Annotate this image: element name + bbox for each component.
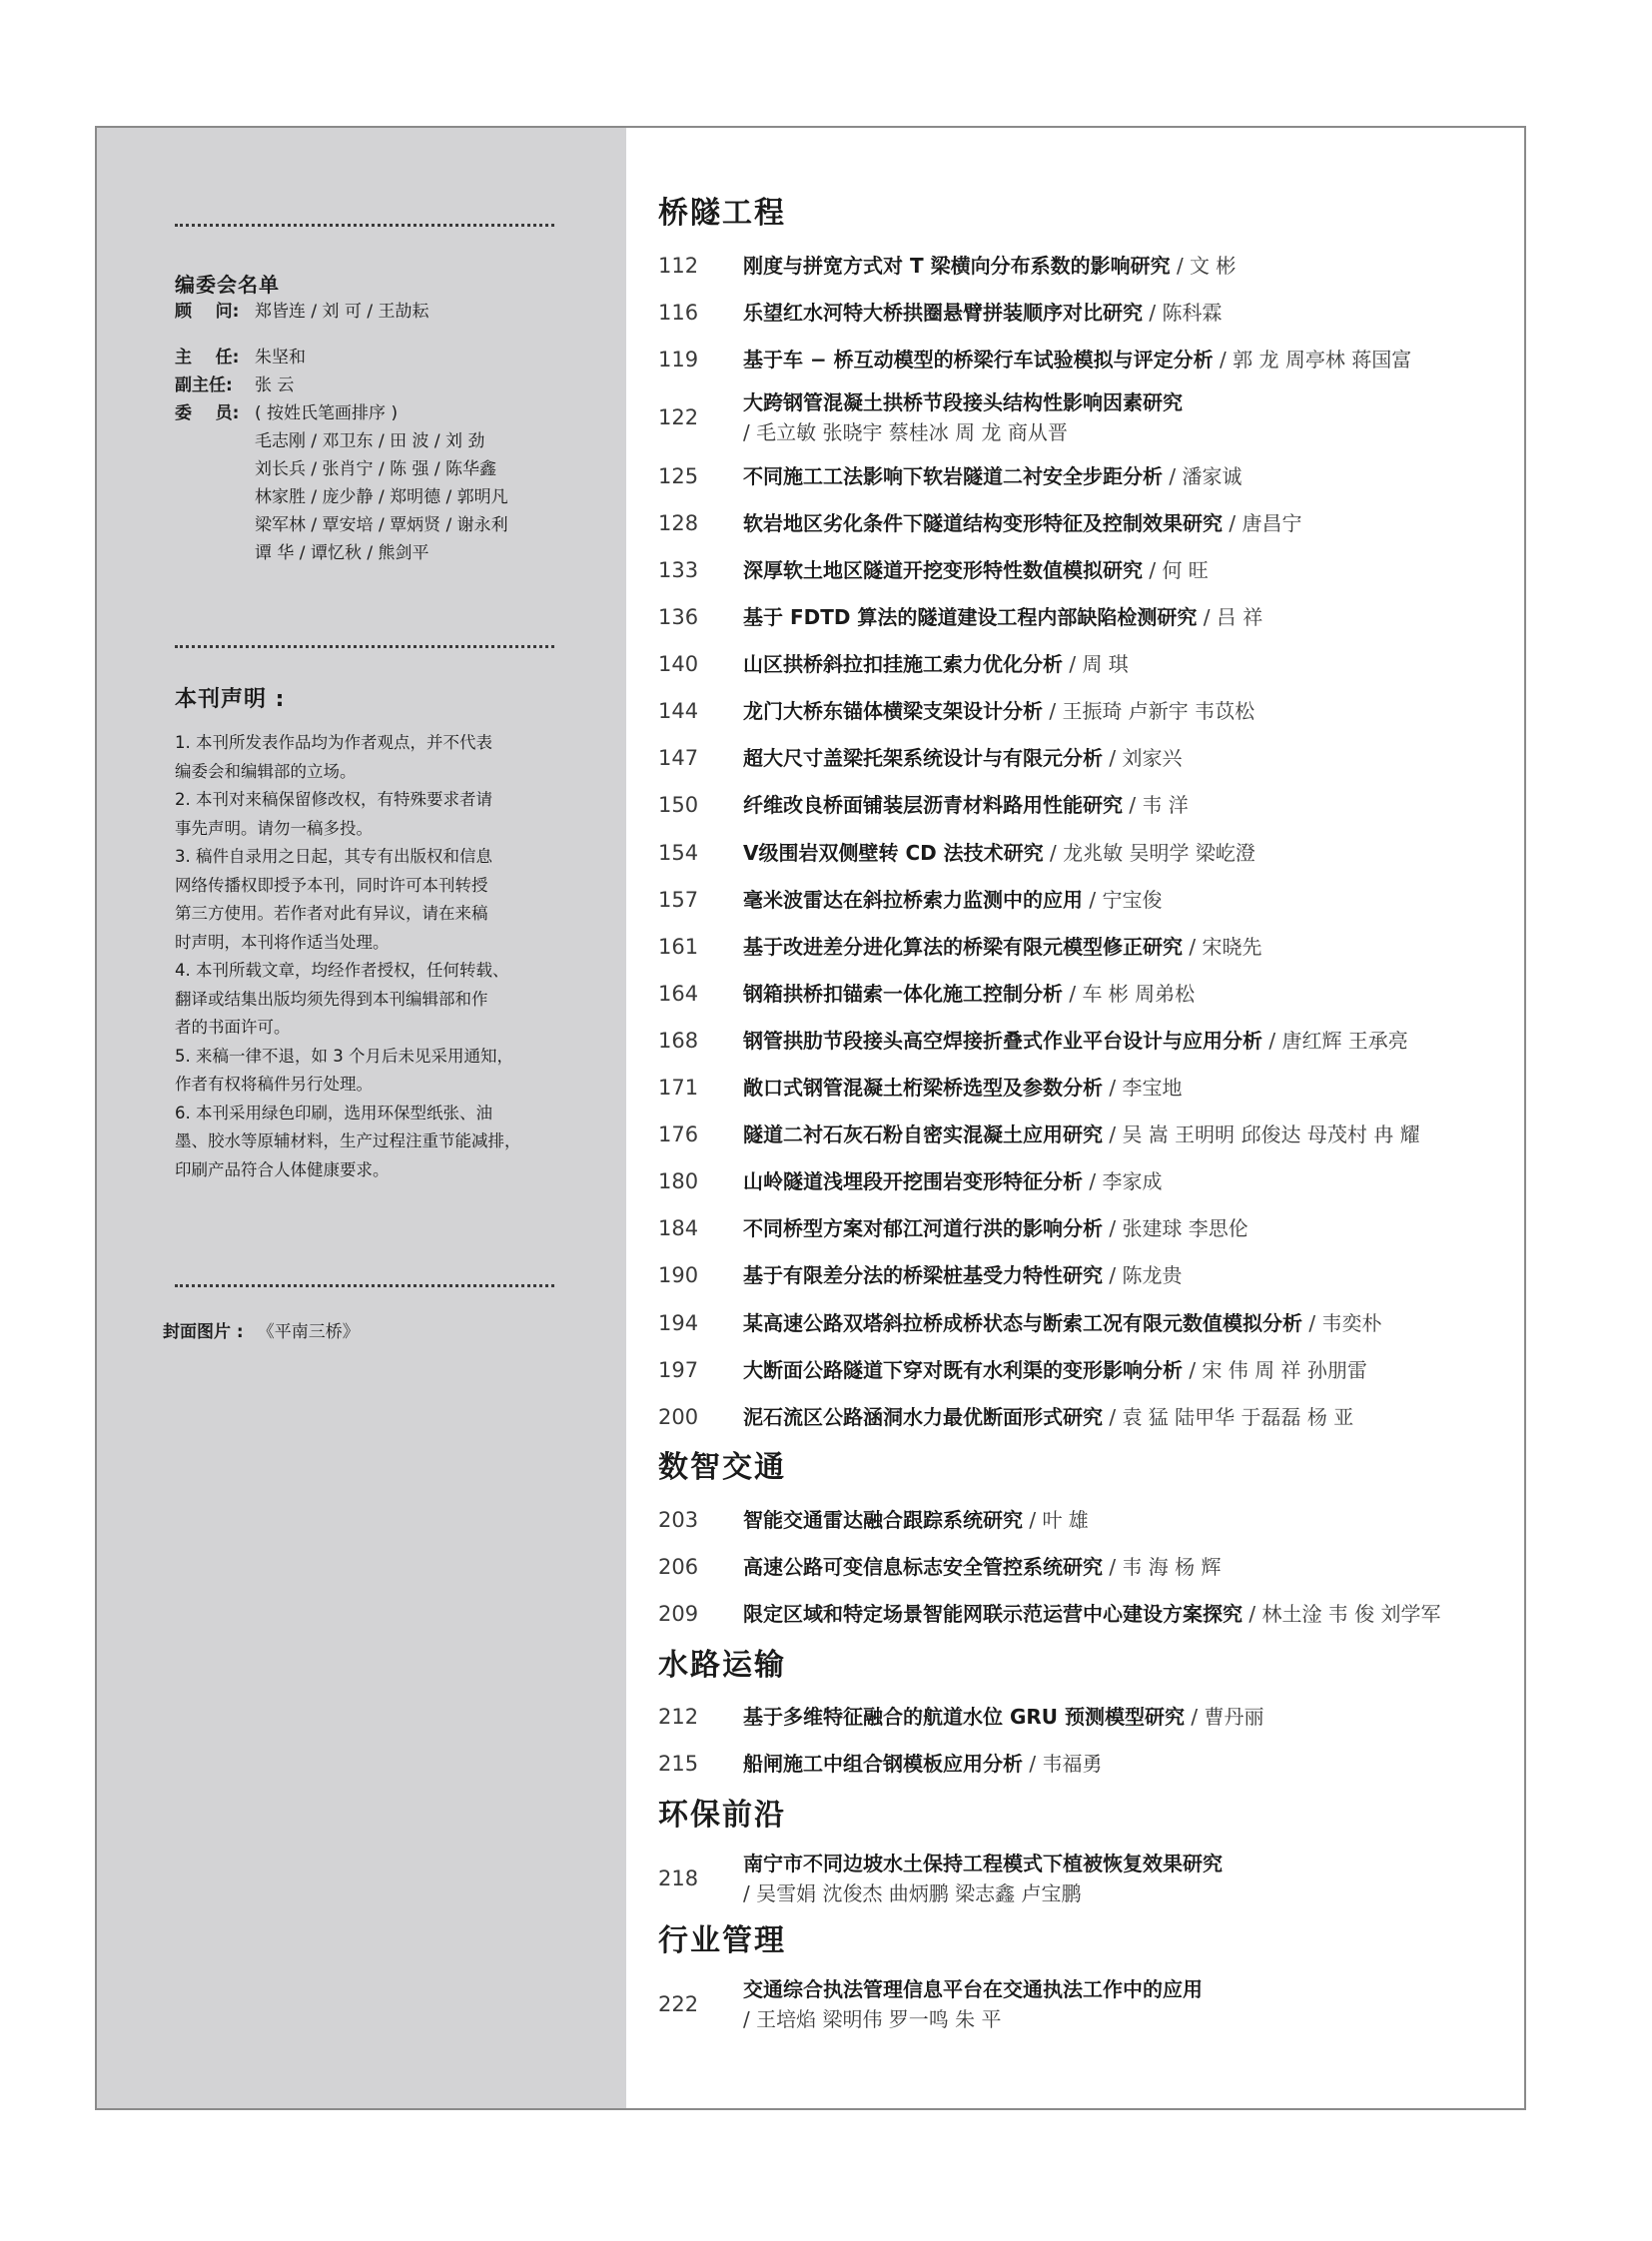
toc-entry[interactable] bbox=[658, 1065, 1507, 1112]
entry-page-number: 157 bbox=[658, 887, 699, 912]
toc-entry[interactable] bbox=[658, 289, 1507, 336]
entry-authors: / 龙兆敏 吴明学 梁屹澄 bbox=[1050, 840, 1255, 865]
entry-page-number: 144 bbox=[658, 699, 699, 724]
entry-title: 钢管拱肋节段接头高空焊接折叠式作业平台设计与应用分析 bbox=[743, 1028, 1262, 1053]
committee-member-row bbox=[175, 483, 626, 511]
entry-title: 基于车 − 桥互动模型的桥梁行车试验模拟与评定分析 bbox=[743, 347, 1214, 372]
entry-authors: / 吴雪娟 沈俊杰 曲炳鹏 梁志鑫 卢宝鹏 bbox=[743, 1880, 1082, 1905]
toc-entry[interactable] bbox=[658, 1590, 1507, 1637]
entry-authors: / 唐红辉 王承亮 bbox=[1268, 1028, 1408, 1053]
toc-entry[interactable] bbox=[658, 1252, 1507, 1299]
entry-page-number: 200 bbox=[658, 1404, 699, 1429]
committee-advisor-row bbox=[175, 298, 626, 326]
entry-authors: / 陈科霖 bbox=[1149, 300, 1223, 325]
entry-text bbox=[743, 298, 1222, 328]
entry-text bbox=[743, 1213, 1248, 1243]
entry-authors: / 吴 嵩 王明明 邱俊达 母茂村 冉 耀 bbox=[1109, 1122, 1420, 1147]
entry-page-number: 190 bbox=[658, 1263, 699, 1288]
cover-label: 封面图片 : bbox=[163, 1322, 244, 1342]
toc-section bbox=[658, 186, 1507, 1440]
entry-title: 超大尺寸盖梁托架系统设计与有限元分析 bbox=[743, 746, 1103, 771]
notice-item: 4. 本刊所载文章，均经作者授权，任何转载、 翻译或结集出版均须先得到本刊编辑部和作 者的书面许可。 bbox=[175, 961, 509, 1037]
entry-page-number: 184 bbox=[658, 1216, 699, 1241]
entry-title: 大断面公路隧道下穿对既有水利渠的变形影响分析 bbox=[743, 1357, 1183, 1382]
page-frame bbox=[95, 126, 1526, 2110]
entry-authors: / 韦 洋 bbox=[1129, 793, 1189, 818]
entry-authors: / 王振琦 卢新宇 韦苡松 bbox=[1049, 699, 1255, 724]
entry-text bbox=[743, 1308, 1381, 1338]
toc-entry[interactable] bbox=[658, 688, 1507, 735]
toc-entry[interactable] bbox=[658, 1158, 1507, 1205]
entry-page-number: 171 bbox=[658, 1076, 699, 1101]
toc-entry[interactable] bbox=[658, 336, 1507, 382]
entry-text bbox=[743, 743, 1182, 773]
entry-title: 大跨钢管混凝土拱桥节段接头结构性影响因素研究 bbox=[743, 390, 1183, 415]
entry-title: 不同桥型方案对郁江河道行洪的影响分析 bbox=[743, 1216, 1103, 1241]
toc-entry[interactable] bbox=[658, 829, 1507, 876]
entry-text bbox=[743, 696, 1254, 726]
committee-member-row bbox=[175, 427, 626, 455]
committee-member-names: 林家胜 / 庞少静 / 郑明德 / 郭明凡 bbox=[255, 487, 508, 507]
committee-director: 朱坚和 bbox=[255, 348, 306, 368]
entry-text bbox=[743, 387, 1183, 447]
entry-text bbox=[743, 508, 1301, 538]
entry-authors: / 车 彬 周弟松 bbox=[1069, 981, 1196, 1006]
toc-entry[interactable] bbox=[658, 876, 1507, 923]
entry-authors: / 林土淦 韦 俊 刘学军 bbox=[1248, 1601, 1441, 1626]
entry-authors: / 叶 雄 bbox=[1029, 1507, 1089, 1532]
entry-text bbox=[743, 1260, 1182, 1290]
toc-entry[interactable] bbox=[658, 1017, 1507, 1064]
cover-caption bbox=[163, 1317, 626, 1342]
entry-page-number: 180 bbox=[658, 1169, 699, 1194]
entry-text bbox=[743, 649, 1129, 679]
entry-text bbox=[743, 555, 1209, 585]
entry-title: 南宁市不同边坡水土保持工程模式下植被恢复效果研究 bbox=[743, 1851, 1223, 1875]
toc-entry[interactable] bbox=[658, 594, 1507, 641]
entry-title: 智能交通雷达融合跟踪系统研究 bbox=[743, 1507, 1023, 1532]
toc-entry[interactable] bbox=[658, 1496, 1507, 1543]
committee-member-row bbox=[175, 539, 626, 567]
committee-member-names: 谭 华 / 谭忆秋 / 熊剑平 bbox=[255, 543, 429, 563]
entry-authors: / 曹丹丽 bbox=[1191, 1705, 1264, 1730]
toc-entry[interactable] bbox=[658, 1346, 1507, 1393]
entry-page-number: 150 bbox=[658, 793, 699, 818]
toc-entry[interactable] bbox=[658, 1741, 1507, 1788]
entry-authors: / 吕 祥 bbox=[1203, 605, 1263, 630]
committee-director-row bbox=[175, 344, 626, 372]
entry-authors: / 周 琪 bbox=[1069, 652, 1129, 677]
notice-item: 5. 来稿一律不退，如 3 个月后未见采用通知， 作者有权将稿件另行处理。 bbox=[175, 1046, 513, 1094]
entry-page-number: 136 bbox=[658, 605, 699, 630]
entry-authors: / 潘家诚 bbox=[1169, 463, 1242, 488]
committee-role-label: 主 任: bbox=[175, 348, 240, 368]
entry-authors: / 宁宝俊 bbox=[1089, 887, 1163, 912]
entry-text bbox=[743, 1120, 1420, 1149]
table-of-contents bbox=[658, 186, 1507, 2039]
entry-authors: / 何 旺 bbox=[1149, 558, 1209, 583]
notice-item: 6. 本刊采用绿色印刷，选用环保型纸张、油 墨、胶水等原辅材料，生产过程注重节能减排， 印刷产品符合人体健康要求。 bbox=[175, 1103, 521, 1179]
entry-text bbox=[743, 251, 1236, 281]
entry-title: 不同施工工法影响下软岩隧道二衬安全步距分析 bbox=[743, 463, 1163, 488]
toc-entry[interactable] bbox=[658, 923, 1507, 970]
section-title: 水路运输 bbox=[658, 1647, 786, 1683]
entry-authors: / 郭 龙 周亭林 蒋国富 bbox=[1220, 347, 1412, 372]
entry-authors: / 李家成 bbox=[1089, 1169, 1163, 1194]
section-title: 数智交通 bbox=[658, 1450, 786, 1486]
entry-authors: / 韦 海 杨 辉 bbox=[1109, 1554, 1222, 1579]
entry-text bbox=[743, 885, 1162, 915]
toc-entry[interactable] bbox=[658, 735, 1507, 782]
entry-title: Ⅴ级围岩双侧壁转 CD 法技术研究 bbox=[743, 840, 1044, 865]
entry-title: 交通综合执法管理信息平台在交通执法工作中的应用 bbox=[743, 1976, 1203, 2001]
entry-authors: / 王培焰 梁明伟 罗一鸣 朱 平 bbox=[743, 2006, 1002, 2031]
toc-entry[interactable] bbox=[658, 546, 1507, 593]
entry-page-number: 222 bbox=[658, 1991, 699, 2016]
entry-page-number: 112 bbox=[658, 253, 699, 278]
committee-role-label: 委 员: bbox=[175, 403, 240, 423]
entry-text bbox=[743, 1749, 1102, 1779]
entry-text bbox=[743, 1505, 1089, 1535]
entry-page-number: 161 bbox=[658, 934, 699, 959]
section-title: 行业管理 bbox=[658, 1922, 786, 1958]
entry-page-number: 125 bbox=[658, 463, 699, 488]
entry-authors: / 文 彬 bbox=[1176, 253, 1237, 278]
committee-members-row bbox=[175, 399, 626, 427]
sidebar bbox=[97, 128, 626, 2108]
toc-entry[interactable] bbox=[658, 1393, 1507, 1440]
toc-entry[interactable] bbox=[658, 382, 1507, 452]
entry-page-number: 197 bbox=[658, 1357, 699, 1382]
entry-title: 某高速公路双塔斜拉桥成桥状态与断索工况有限元数值模拟分析 bbox=[743, 1310, 1302, 1335]
entry-authors: / 毛立敏 张晓宇 蔡桂冰 周 龙 商从晋 bbox=[743, 420, 1068, 445]
toc-entry[interactable] bbox=[658, 1543, 1507, 1590]
committee-member-names: 刘长兵 / 张肖宁 / 陈 强 / 陈华鑫 bbox=[255, 459, 497, 479]
toc-entry[interactable] bbox=[658, 970, 1507, 1017]
section-title: 桥隧工程 bbox=[658, 196, 786, 231]
entry-authors: / 宋 伟 周 祥 孙朋雷 bbox=[1189, 1357, 1367, 1382]
entry-page-number: 209 bbox=[658, 1601, 699, 1626]
entry-text bbox=[743, 790, 1189, 820]
committee-member-row bbox=[175, 511, 626, 539]
entry-page-number: 168 bbox=[658, 1028, 699, 1053]
toc-entry[interactable] bbox=[658, 242, 1507, 289]
entry-title: 山区拱桥斜拉扣挂施工索力优化分析 bbox=[743, 652, 1063, 677]
committee-role-label: 副主任: bbox=[175, 375, 233, 395]
entry-text bbox=[743, 979, 1195, 1009]
entry-title: 敞口式钢管混凝土桁梁桥选型及参数分析 bbox=[743, 1076, 1103, 1101]
entry-text bbox=[743, 1166, 1162, 1196]
toc-section bbox=[658, 1440, 1507, 1637]
entry-text bbox=[743, 1599, 1441, 1629]
entry-page-number: 116 bbox=[658, 300, 699, 325]
committee-advisors: 郑皆连 / 刘 可 / 王劼耘 bbox=[255, 302, 429, 322]
entry-title: 软岩地区劣化条件下隧道结构变形特征及控制效果研究 bbox=[743, 510, 1223, 535]
entry-title: 乐望红水河特大桥拱圈悬臂拼装顺序对比研究 bbox=[743, 300, 1143, 325]
entry-title: 基于 FDTD 算法的隧道建设工程内部缺陷检测研究 bbox=[743, 605, 1198, 630]
entry-title: 毫米波雷达在斜拉桥索力监测中的应用 bbox=[743, 887, 1083, 912]
toc-entry[interactable] bbox=[658, 1969, 1507, 2039]
entry-title: 纤维改良桥面铺装层沥青材料路用性能研究 bbox=[743, 793, 1123, 818]
notice-title: 本刊声明 : bbox=[175, 687, 286, 712]
entry-page-number: 203 bbox=[658, 1507, 699, 1532]
toc-entry[interactable] bbox=[658, 1112, 1507, 1158]
entry-page-number: 147 bbox=[658, 746, 699, 771]
committee-deputy: 张 云 bbox=[255, 375, 295, 395]
entry-page-number: 194 bbox=[658, 1310, 699, 1335]
entry-text bbox=[743, 1073, 1182, 1103]
committee-heading: 编委会名单 bbox=[175, 273, 280, 297]
committee-members-note: ( 按姓氏笔画排序 ) bbox=[255, 403, 399, 423]
entry-page-number: 212 bbox=[658, 1705, 699, 1730]
entry-authors: / 陈龙贵 bbox=[1109, 1263, 1183, 1288]
entry-text bbox=[743, 345, 1411, 374]
entry-text bbox=[743, 1402, 1353, 1432]
entry-title: 高速公路可变信息标志安全管控系统研究 bbox=[743, 1554, 1103, 1579]
entry-page-number: 206 bbox=[658, 1554, 699, 1579]
notice-item: 2. 本刊对来稿保留修改权，有特殊要求者请 事先声明。请勿一稿多投。 bbox=[175, 790, 492, 838]
section-title: 环保前沿 bbox=[658, 1797, 786, 1833]
entry-page-number: 154 bbox=[658, 840, 699, 865]
toc-entry[interactable] bbox=[658, 452, 1507, 499]
toc-entry[interactable] bbox=[658, 1299, 1507, 1346]
committee-member-names: 毛志刚 / 邓卫东 / 田 波 / 刘 劲 bbox=[255, 431, 485, 451]
entry-title: 基于改进差分进化算法的桥梁有限元模型修正研究 bbox=[743, 934, 1183, 959]
committee-member-names: 梁军林 / 覃安培 / 覃炳贤 / 谢永利 bbox=[255, 515, 508, 535]
entry-authors: / 袁 猛 陆甲华 于磊磊 杨 亚 bbox=[1109, 1404, 1354, 1429]
entry-page-number: 140 bbox=[658, 652, 699, 677]
entry-text bbox=[743, 1974, 1203, 2034]
entry-authors: / 宋晓先 bbox=[1189, 934, 1262, 959]
entry-title: 基于多维特征融合的航道水位 GRU 预测模型研究 bbox=[743, 1705, 1185, 1730]
entry-authors: / 张建球 李思伦 bbox=[1109, 1216, 1248, 1241]
entry-authors: / 李宝地 bbox=[1109, 1076, 1183, 1101]
entry-authors: / 韦福勇 bbox=[1029, 1752, 1103, 1777]
toc-section bbox=[658, 1788, 1507, 1913]
entry-title: 泥石流区公路涵洞水力最优断面形式研究 bbox=[743, 1404, 1103, 1429]
entry-text bbox=[743, 838, 1255, 868]
entry-title: 深厚软土地区隧道开挖变形特性数值模拟研究 bbox=[743, 558, 1143, 583]
notice-item: 3. 稿件自录用之日起，其专有出版权和信息 网络传播权即授予本刊，同时许可本刊转授 第三方使用。若作者对此有异议，请在来稿 时声明，本刊将作适当处理。 bbox=[175, 847, 492, 952]
entry-text bbox=[743, 1849, 1223, 1908]
committee-members-list bbox=[175, 427, 626, 567]
entry-text bbox=[743, 1355, 1367, 1385]
committee-deputy-row bbox=[175, 372, 626, 399]
entry-title: 船闸施工中组合钢模板应用分析 bbox=[743, 1752, 1023, 1777]
entry-title: 基于有限差分法的桥梁桩基受力特性研究 bbox=[743, 1263, 1103, 1288]
committee-member-row bbox=[175, 455, 626, 483]
toc-entry[interactable] bbox=[658, 1694, 1507, 1741]
entry-title: 限定区域和特定场景智能网联示范运营中心建设方案探究 bbox=[743, 1601, 1242, 1626]
toc-entry[interactable] bbox=[658, 499, 1507, 546]
entry-page-number: 133 bbox=[658, 558, 699, 583]
toc-section bbox=[658, 1638, 1507, 1788]
entry-page-number: 218 bbox=[658, 1866, 699, 1890]
entry-text bbox=[743, 1026, 1408, 1056]
toc-entry[interactable] bbox=[658, 641, 1507, 688]
notice-list bbox=[175, 729, 569, 1184]
entry-text bbox=[743, 932, 1261, 962]
entry-authors: / 刘家兴 bbox=[1109, 746, 1183, 771]
dotted-divider bbox=[175, 645, 554, 648]
entry-page-number: 128 bbox=[658, 510, 699, 535]
entry-page-number: 164 bbox=[658, 981, 699, 1006]
entry-text bbox=[743, 1702, 1263, 1732]
entry-title: 隧道二衬石灰石粉自密实混凝土应用研究 bbox=[743, 1122, 1103, 1147]
entry-page-number: 215 bbox=[658, 1752, 699, 1777]
entry-text bbox=[743, 602, 1262, 632]
notice-item: 1. 本刊所发表作品均为作者观点，并不代表 编委会和编辑部的立场。 bbox=[175, 733, 492, 781]
toc-entry[interactable] bbox=[658, 1844, 1507, 1913]
entry-title: 龙门大桥东锚体横梁支架设计分析 bbox=[743, 699, 1043, 724]
toc-entry[interactable] bbox=[658, 782, 1507, 829]
toc-section bbox=[658, 1913, 1507, 2039]
entry-page-number: 176 bbox=[658, 1122, 699, 1147]
entry-page-number: 119 bbox=[658, 347, 699, 372]
toc-entry[interactable] bbox=[658, 1205, 1507, 1252]
entry-text bbox=[743, 461, 1241, 491]
dotted-divider bbox=[175, 224, 554, 227]
cover-value: 《平南三桥》 bbox=[257, 1322, 360, 1342]
entry-page-number: 122 bbox=[658, 405, 699, 430]
entry-title: 钢箱拱桥扣锚索一体化施工控制分析 bbox=[743, 981, 1063, 1006]
committee-role-label: 顾 问: bbox=[175, 302, 240, 322]
entry-authors: / 韦奕朴 bbox=[1308, 1310, 1382, 1335]
entry-authors: / 唐昌宁 bbox=[1229, 510, 1302, 535]
entry-title: 山岭隧道浅埋段开挖围岩变形特征分析 bbox=[743, 1169, 1083, 1194]
entry-text bbox=[743, 1552, 1222, 1582]
entry-title: 刚度与拼宽方式对 T 梁横向分布系数的影响研究 bbox=[743, 253, 1171, 278]
dotted-divider bbox=[175, 1284, 554, 1287]
